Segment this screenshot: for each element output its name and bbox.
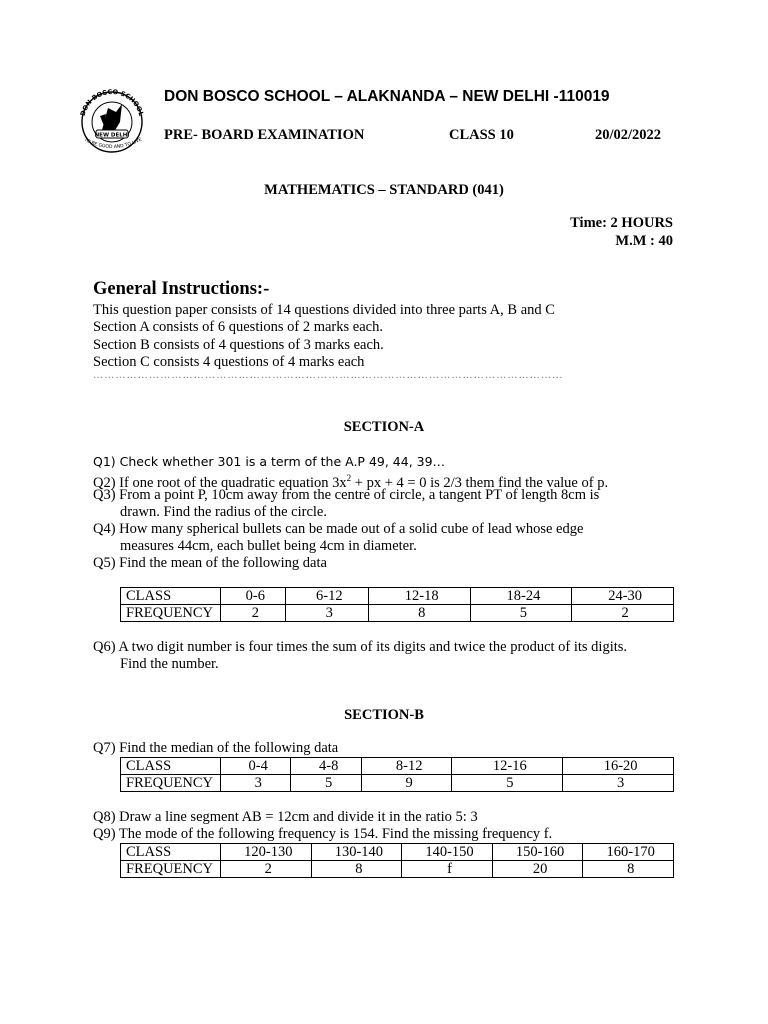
question-9: Q9) The mode of the following frequency is 154. Find the missing frequency f. [93, 826, 553, 842]
question-5: Q5) Find the mean of the following data [93, 555, 327, 571]
instruction-line: Section A consists of 6 questions of 2 marks each. [93, 319, 383, 336]
exam-date: 20/02/2022 [595, 127, 662, 143]
q7-data-table [120, 757, 674, 792]
svg-text:DON BOSCO SCHOOL: DON BOSCO SCHOOL [78, 87, 146, 117]
svg-text:TO BE GOOD AND TO LIVE: TO BE GOOD AND TO LIVE [83, 137, 143, 151]
class-label: CLASS 10 [449, 127, 514, 143]
time-label: Time: 2 HOURS [570, 215, 673, 231]
instruction-line: This question paper consists of 14 questions divided into three parts A, B and C [93, 302, 555, 318]
question-8: Q8) Draw a line segment AB = 12cm and divide it in the ratio 5: 3 [93, 809, 478, 825]
instruction-line: Section B consists of 4 questions of 3 marks each. [93, 336, 384, 353]
instruction-line: Section C consists 4 questions of 4 marks each [93, 353, 365, 370]
exam-title: PRE- BOARD EXAMINATION [164, 127, 365, 143]
instructions-list [93, 302, 555, 371]
svg-text:NEW DELHI: NEW DELHI [94, 132, 130, 139]
table-row: CLASS 0-4 4-8 8-12 12-16 16-20 [121, 758, 674, 775]
table-row: CLASS 120-130 130-140 140-150 150-160 160-170 [121, 844, 674, 861]
question-4: Q4) How many spherical bullets can be made out of a solid cube of lead whose edge measures 44cm, each bullet being 4cm in diameter. [93, 521, 584, 555]
school-name: DON BOSCO SCHOOL – ALAKNANDA – NEW DELHI -110019 [164, 88, 610, 105]
question-7: Q7) Find the median of the following data [93, 740, 339, 756]
subject-title: MATHEMATICS – STANDARD (041) [264, 182, 504, 198]
instructions-title: General Instructions:- [93, 279, 270, 299]
question-6: Q6) A two digit number is four times the sum of its digits and twice the product of its digits. Find the number. [93, 639, 628, 673]
time-marks-block [570, 214, 673, 250]
table-row: FREQUENCY 3 5 9 5 3 [121, 775, 674, 792]
q5-data-table [120, 587, 674, 622]
q9-data-table [120, 843, 674, 878]
table-row: CLASS 0-6 6-12 12-18 18-24 24-30 [121, 588, 674, 605]
table-row: FREQUENCY 2 3 8 5 2 [121, 605, 674, 622]
question-3: Q3) From a point P, 10cm away from the centre of circle, a tangent PT of length 8cm is drawn. Find the radius of the circle. [93, 487, 600, 521]
table-row: FREQUENCY 2 8 f 20 8 [121, 861, 674, 878]
section-a-title: SECTION-A [343, 419, 425, 435]
section-b-title: SECTION-B [344, 707, 424, 723]
dotted-divider: ……………………………………………………………………………………………………………... [93, 370, 564, 381]
question-1: Q1) Check whether 301 is a term of the A.P 49, 44, 39… [93, 454, 446, 469]
school-logo [70, 86, 154, 156]
question-2: Q2) If one root of the quadratic equation $3x^2$ + px + 4 = 0 is 2/3 them find the value of p. [93, 473, 609, 491]
max-marks-label: M.M : 40 [615, 233, 673, 249]
